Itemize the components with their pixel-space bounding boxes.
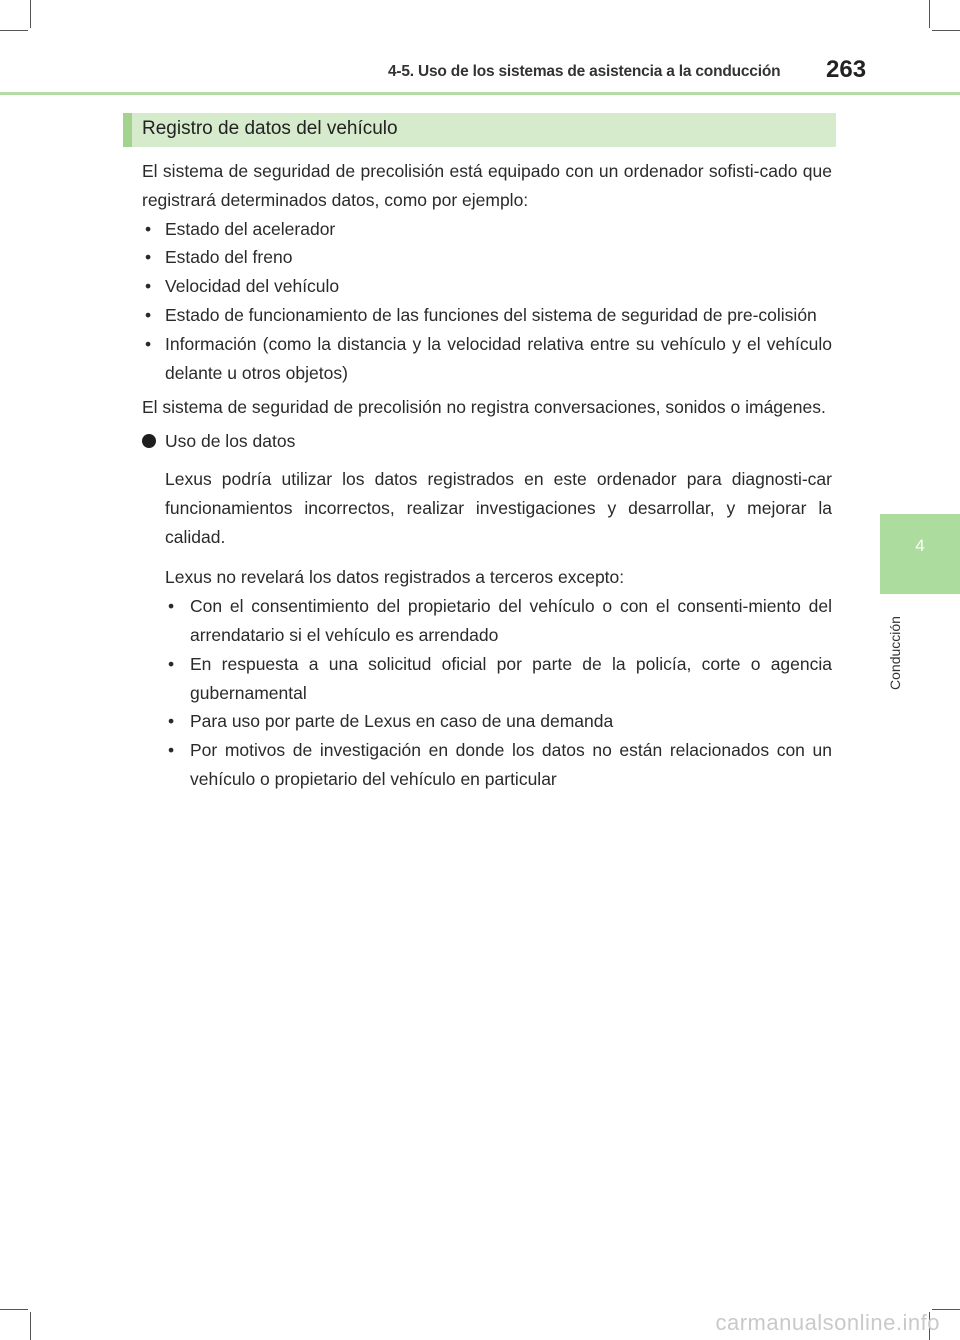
- section-heading-accent: [123, 113, 132, 147]
- data-use-body: [142, 465, 832, 794]
- intro-paragraph: El sistema de seguridad de precolisión está equipado con un ordenador sofisti-cado que registrará determinados datos, como por ejemplo:: [142, 161, 832, 210]
- header-divider: [0, 92, 960, 95]
- watermark: carmanualsonline.info: [715, 1310, 940, 1335]
- body-content: [142, 157, 832, 800]
- list-item: • Con el consentimiento del propietario del vehículo o con el consenti-miento del arrendatario si el vehículo es arrendado: [168, 596, 832, 645]
- recorded-data-list: [142, 215, 832, 388]
- chapter-tab: [880, 514, 960, 594]
- crop-mark: [30, 1312, 31, 1340]
- section-title: Registro de datos del vehículo: [142, 118, 398, 139]
- list-item: • En respuesta a una solicitud oficial por parte de la policía, corte o agencia gubernamental: [168, 653, 832, 703]
- crop-mark: [0, 30, 28, 31]
- data-use-heading: Uso de los datos: [142, 427, 832, 456]
- disclosure-paragraph: Lexus no revelará los datos registrados a terceros excepto:: [165, 567, 625, 588]
- list-item: • Por motivos de investigación en donde los datos no están relacionados con un vehículo o propietario del vehículo en particular: [168, 740, 832, 789]
- list-item: • Para uso por parte de Lexus en caso de una demanda: [168, 711, 614, 732]
- note-paragraph: El sistema de seguridad de precolisión no registra conversaciones, sonidos o imágenes.: [142, 397, 826, 418]
- list-item: • Velocidad del vehículo: [145, 276, 340, 297]
- list-item: • Estado del freno: [145, 247, 293, 268]
- list-item: • Estado de funcionamiento de las funciones del sistema de seguridad de pre-colisión: [145, 304, 817, 325]
- disclosure-list: [165, 592, 832, 794]
- list-item: • Información (como la distancia y la velocidad relativa entre su vehículo y el vehículo delante u otros objetos): [145, 333, 832, 383]
- page-number: 263: [826, 56, 867, 83]
- chapter-label-text: Conducción: [887, 615, 903, 690]
- crop-mark: [0, 1309, 28, 1310]
- data-use-paragraph: Lexus podría utilizar los datos registrados en este ordenador para diagnosti-car funcionamientos incorrectos, realizar investigaciones y desarrollar, y mejorar la calidad.: [165, 468, 832, 547]
- chapter-label: [885, 605, 905, 700]
- header-section-title: 4-5. Uso de los sistemas de asistencia a la conducción: [388, 63, 781, 80]
- bullet-circle-icon: [142, 434, 156, 448]
- chapter-number: 4: [915, 536, 925, 555]
- list-item: • Estado del acelerador: [145, 218, 336, 239]
- crop-mark: [30, 0, 31, 28]
- crop-mark: [932, 30, 960, 31]
- crop-mark: [929, 0, 930, 28]
